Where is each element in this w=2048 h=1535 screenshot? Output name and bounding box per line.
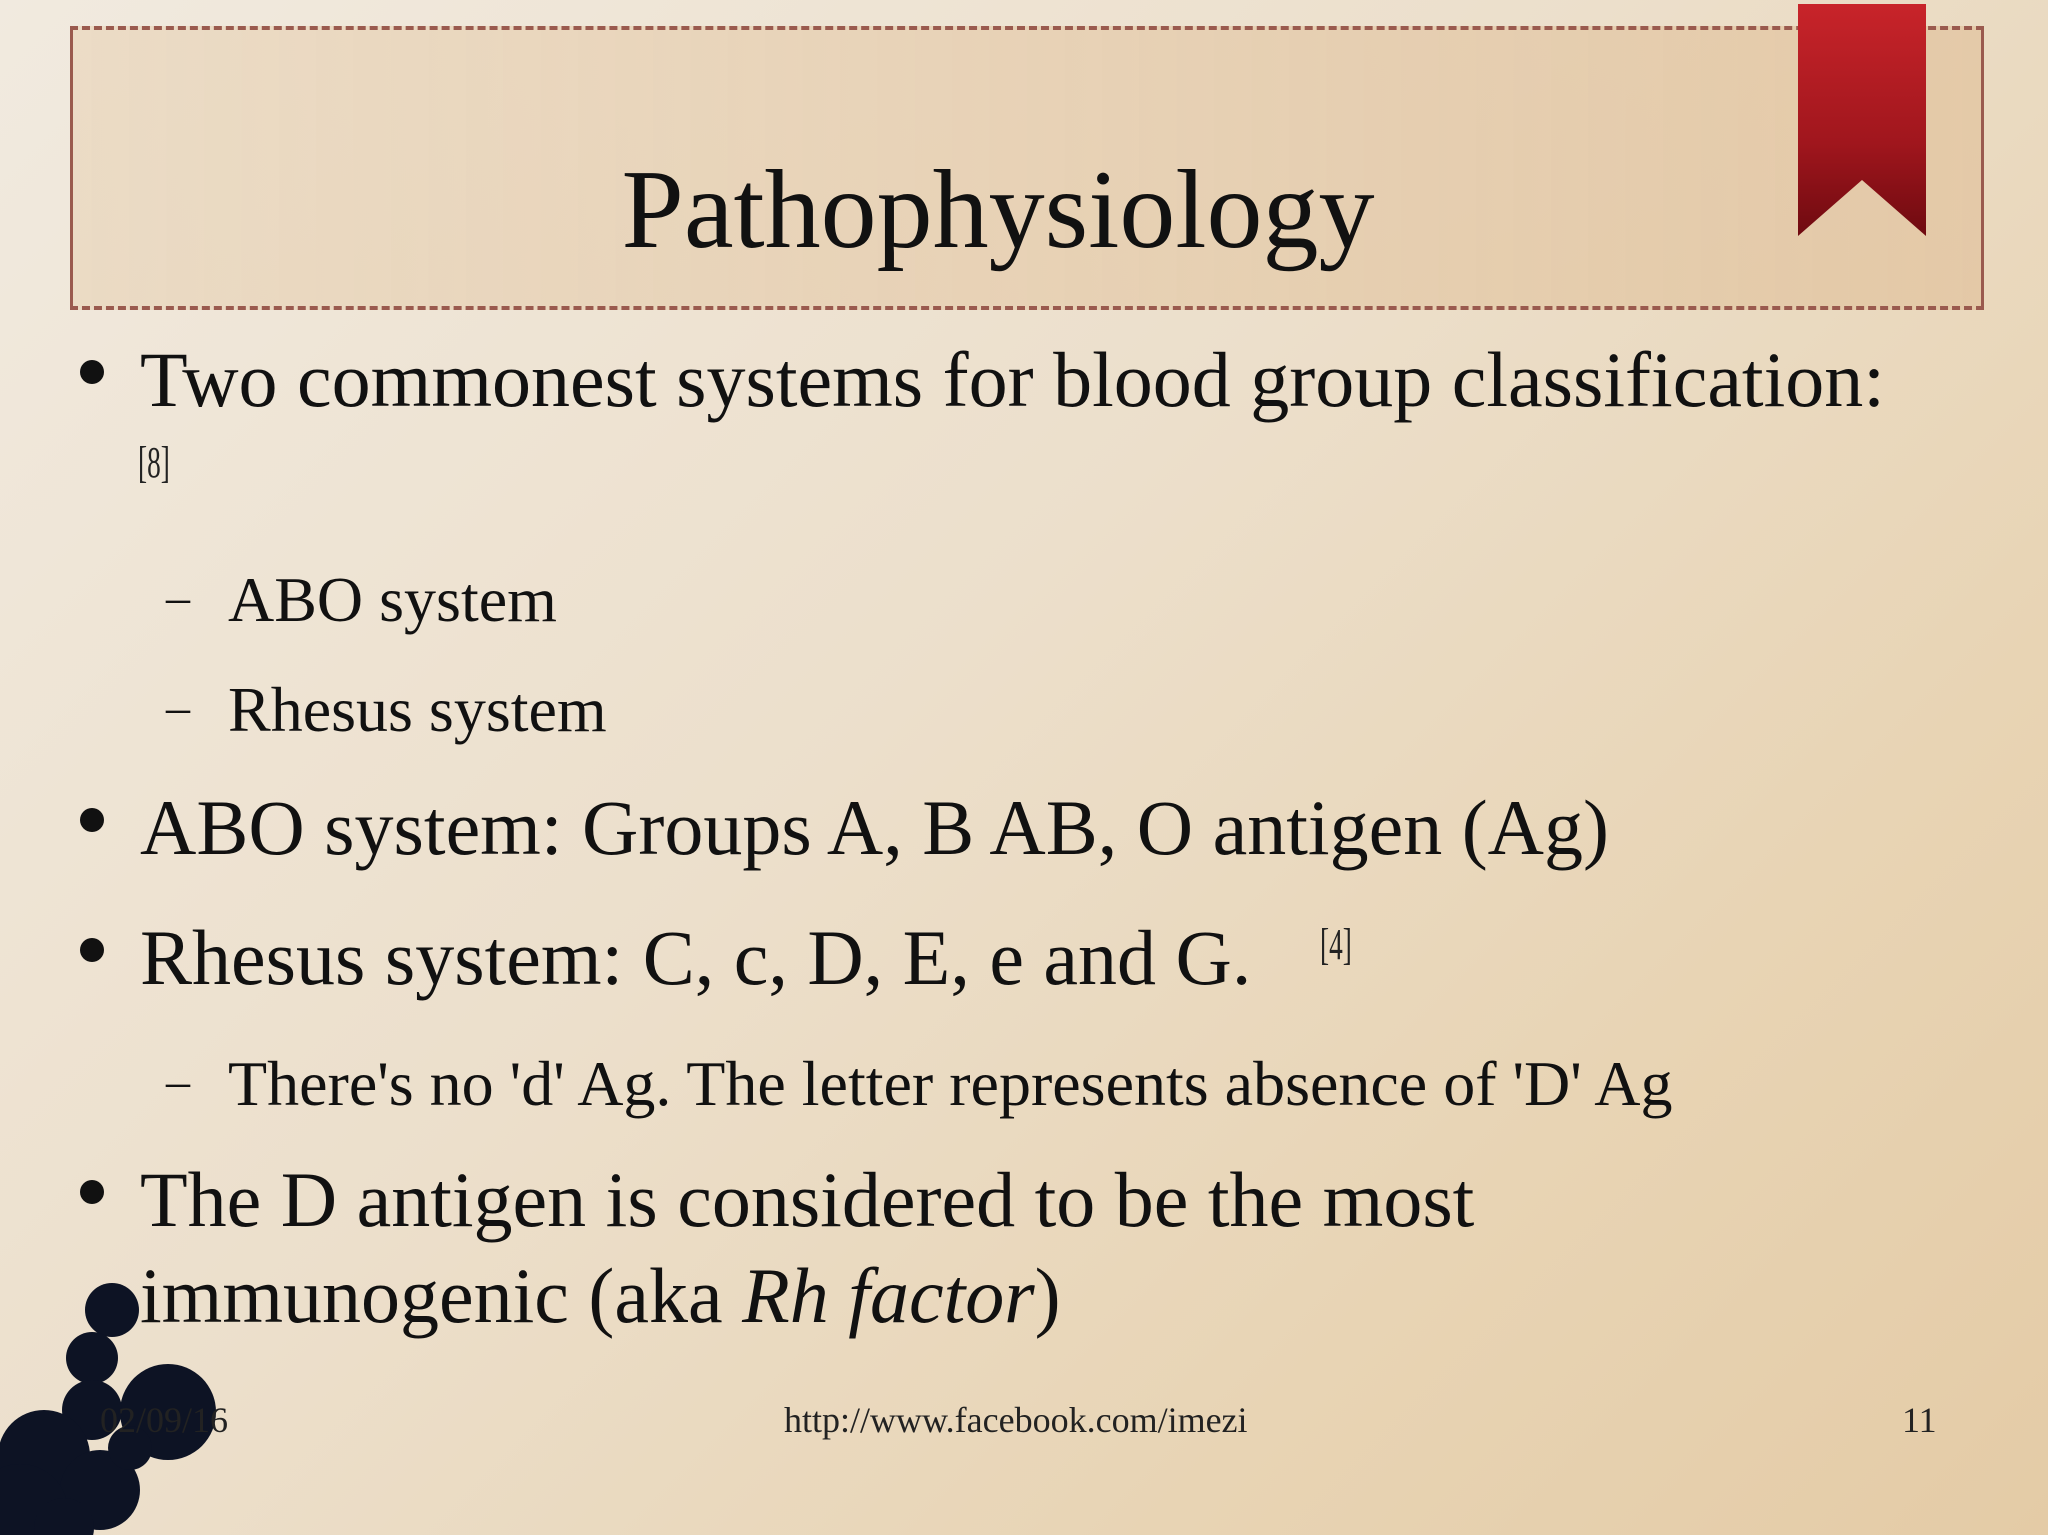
rh-factor-term: Rh factor: [742, 1252, 1035, 1339]
bullet-4-line-2: [140, 1248, 1061, 1344]
bullet-icon: [80, 360, 104, 384]
dash-icon: –: [166, 681, 190, 734]
bullet-icon: [80, 938, 104, 962]
sub-bullet-no-d: There's no 'd' Ag. The letter represents absence of 'D' Ag: [228, 1048, 1673, 1119]
bullet-1-text: Two commonest systems for blood group classification:: [140, 336, 1885, 423]
bullet-3-text: Rhesus system: C, c, D, E, e and G.: [140, 914, 1252, 1001]
bullet-icon: [80, 1180, 104, 1204]
dash-icon: –: [166, 571, 190, 624]
bullet-4-text-end: ): [1034, 1252, 1061, 1339]
footer-page-number: 11: [1902, 1400, 1937, 1440]
citation-8: [8]: [138, 438, 170, 487]
sub-bullet-rhesus: Rhesus system: [228, 674, 607, 745]
bullet-icon: [80, 808, 104, 832]
footer-date: 02/09/16: [100, 1400, 229, 1440]
bullet-2-text: ABO system: Groups A, B AB, O antigen (Ag): [140, 784, 1609, 871]
bullet-4-line-1: The D antigen is considered to be the most: [140, 1156, 1475, 1243]
footer-url[interactable]: http://www.facebook.com/imezi: [784, 1400, 1248, 1440]
sub-bullet-abo: ABO system: [228, 564, 557, 635]
citation-4: [4]: [1320, 920, 1352, 969]
dash-icon: –: [166, 1055, 190, 1108]
bullet-4-text-start: immunogenic (aka: [140, 1252, 743, 1339]
slide-title: Pathophysiology: [621, 148, 1375, 272]
